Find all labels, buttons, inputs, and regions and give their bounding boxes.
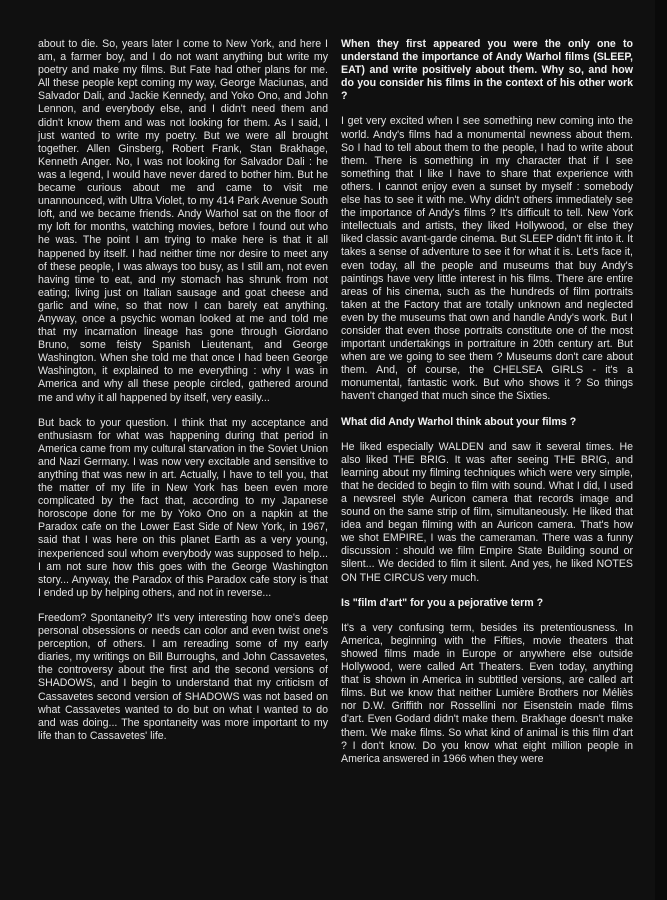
paragraph: Freedom? Spontaneity? It's very interesting how one's deep personal obsessions or needs can color and even twist one's perception, of others. I am rereading some of my early diaries, my writings on Bill Burroughs, and John Cassavetes, the controversy about the first and the second versions of SHADOWS, and I begin to understand that my criticism of Cassavetes second version of SHADOWS was not based on what Cassavetes wanted to do but on what I wanted to do and was doing... The spontaneity was more important to my life than to Cassavetes' life. [38,611,328,742]
interview-question: Is "film d'art" for you a pejorative term ? [341,596,544,609]
interview-answer: I get very excited when I see something new coming into the world. Andy's films had a monumental newness about them. So I had to tell about them to the people, I had to write about them. There is something in my character that if I see something that I like I have to share that experience with others. I cannot enjoy even a sunset by myself : somebody else has to see it with me. Why didn't others immediately see the importance of Andy's films ? It's difficult to tell. New York intellectuals and artists, they liked Hollywood, or else they liked classic avant-garde cinema. But SLEEP didn't fit into it. It takes a sense of adventure to see it for what it is. Let's face it, even today, all the people and museums that buy Andy's paintings have very little interest in his films. There are entire areas of his cinema, such as the hundreds of film portraits taken at the Factory that are totally unknown and neglected even by the museums that own and handle Andy's work. But I consider that even those portraits constitute one of the most important undertakings in portraiture in 20th century art. But when are we going to see them ? Museums don't care about them. And, of course, the CHELSEA GIRLS - it's a monumental, fantastic work. But who shows it ? So things haven't changed that much since the Sixties. [341,115,633,403]
paragraph: But back to your question. I think that my acceptance and enthusiasm for what was happening during that period in America came from my cultural starvation in the Soviet Union and Nazi Germany. I was now very excitable and sensitive to anything that was new in art. Actually, I have to tell you, that the matter of my life in New York has been even more complicated by the fact that, according to my Japanese horoscope done for me by Yoko Ono on a napkin at the Paradox cafe on the Lower East Side of New York, in 1967, said that I was here on this planet Earth as a very young, inexperienced soul whom everybody was supposed to help... I am not sure how this goes with the George Washington story... Anyway, the Paradox of this Paradox cafe story is that I ended up by helping others, and not in reverse... [38,416,328,599]
left-column [38,38,328,755]
interview-answer: He liked especially WALDEN and saw it several times. He also liked THE BRIG. It was after seeing THE BRIG, and learning about my filming techniques which were very simple, that he decided to begin to film with sound. What I did, I used a newsreel style Auricon camera that records image and sound on the same strip of film, simultaneously. He liked that idea and began filming with an Auricon camera. That's how we shot EMPIRE, I was the cameraman. There was a funny discussion : should we film Empire State Building sound or silent... We decided to film it silent. And yes, he liked NOTES ON THE CIRCUS very much. [341,440,633,584]
interview-answer: It's a very confusing term, besides its pretentiousness. In America, beginning with the Fifties, movie theaters that showed films made in Europe or anywhere else outside Hollywood, were called Art Theaters. Even today, anything that is shown in America in subtitled versions, are called art films. But we know that neither Lumière Brothers nor Méliès nor D.W. Griffith nor Rossellini nor Eisenstein made films d'art. Even Godard didn't make them. Brakhage doesn't make them. We make films. So what kind of animal is this film d'art ? I don't know. Do you know what eight million people in America answered in 1966 when they were [341,621,633,765]
paragraph: about to die. So, years later I come to New York, and here I am, a farmer boy, and I do not want anything but write my poetry and make my films. But Fate had other plans for me. All these people kept coming my way, George Maciunas, and Salvador Dali, and Jackie Kennedy, and Yoko Ono, and John Lennon, and everybody else, and I didn't need them and didn't know them and was not looking for them. As I said, I just wanted to write my poetry. But we were all brought together. Allen Ginsberg, Robert Frank, Stan Brakhage, Kenneth Anger. No, I was not looking for Salvador Dali : he was a legend, I would have never dared to bother him. But he became curious about me and came to visit me unannounced, with Ultra Violet, to my 414 Park Avenue South loft, and we became friends. Andy Warhol sat on the floor of my loft for months, watching movies, before I found out who he was. The point I am trying to make here is that it all happened by itself. I had neither time nor desire to meet any of these people, I was always too busy, as I still am, not even having time to eat, and my stomach has shrunk from not eating; living just on Italian sausage and goat cheese and garlic and wine, so that now I can barely eat anything. Anyway, once a psychic woman looked at me and told me that my incarnation lineage has gone through Giordano Bruno, some feisty Spanish Lieutenant, and George Washington. When she told me that once I had been George Washington, it explained to me everything : why I was in America and why all these people circled, gathered around me and why it all happened by itself, very easily... [38,38,328,404]
interview-question: When they first appeared you were the only one to understand the importance of Andy Warhol films (SLEEP, EAT) and write positively about them. Why so, and how do you consider his films in the context of his other work ? [341,38,633,103]
page-edge [655,0,667,900]
right-column [341,38,633,778]
interview-question: What did Andy Warhol think about your films ? [341,415,577,428]
